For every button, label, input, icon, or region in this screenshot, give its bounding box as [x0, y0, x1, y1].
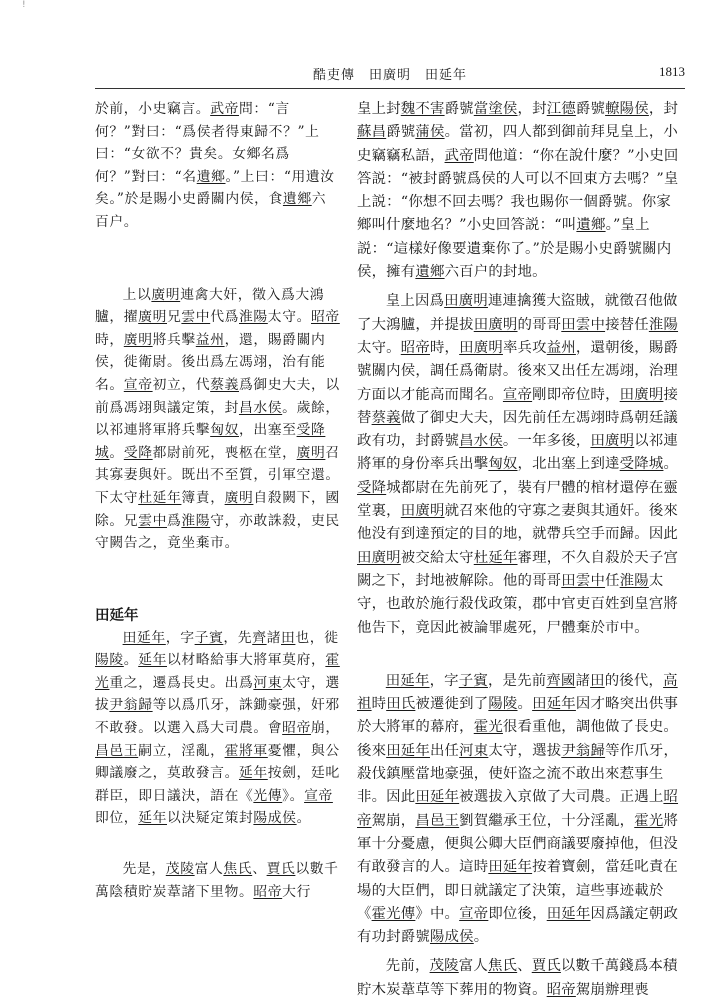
- translation-para-1: 皇上封魏不害爵號當塗侯，封江德爵號轑陽侯，封蘇昌爵號蒲侯。當初，四人都到御前拜見皇上，小史竊竊私語，武帝問他道：“你在說什麼？”小史回答説：“被封爵號爲侯的人可以不回東方去嗎？”皇上説：“你想不回去嗎？我也賜你一個爵號。你家鄉叫什麼地名？”小史回答説：“叫遺鄉。”皇上説：“這樣好像要遺棄你了。”於是賜小史爵號關内侯，擁有遺鄉六百户的封地。: [357, 101, 679, 281]
- proper-noun: 茂陵: [165, 861, 195, 878]
- proper-noun: 陽成侯: [253, 810, 297, 827]
- translation-para-4: 先前，茂陵富人焦氏、賈氏以數千萬錢爲本積貯木炭葦草等下葬用的物資。昭帝駕崩辦理喪: [357, 958, 678, 998]
- proper-noun: 霍光傳: [371, 905, 416, 922]
- proper-noun: 田氏: [386, 696, 416, 713]
- proper-noun: 受降城: [619, 456, 664, 473]
- proper-noun: 廣明: [151, 286, 181, 303]
- running-title: 酷吏傳 田廣明 田延年: [312, 68, 467, 83]
- proper-noun: 田延年: [386, 742, 430, 759]
- proper-noun: 遺鄉: [196, 168, 226, 185]
- proper-noun: 昌水侯: [238, 399, 283, 416]
- proper-noun: 田: [590, 672, 605, 689]
- proper-noun: 延年: [138, 652, 167, 669]
- proper-noun: 賈氏: [531, 958, 561, 975]
- proper-noun: 昌水侯: [459, 433, 503, 450]
- proper-noun: 廣明: [123, 331, 153, 348]
- proper-noun: 焦氏: [223, 861, 253, 878]
- proper-noun: 賈氏: [266, 861, 296, 878]
- proper-noun: 受降: [357, 479, 387, 496]
- proper-noun: 茂陵: [429, 958, 459, 975]
- proper-noun: 田廣明: [590, 433, 635, 450]
- proper-noun: 杜延年: [138, 489, 182, 506]
- translation-para-2: 皇上因爲田廣明連連擒獲大盜賊，就徵召他做了大鴻臚，并提拔田廣明的哥哥田雲中接替任淮陽太守。昭帝時，田廣明率兵攻益州，還朝後，賜爵號關内侯，調任爲衛尉。後來又出任左馮翊，治理方面以才能高而聞名。宣帝剛即帝位時，田廣明接替蔡義做了御史大夫，因先前任左馮翊時爲朝廷議政有功，封爵號昌水侯。一年多後，田廣明以祁連將軍的身份率兵出擊匈奴，北出塞上到達受降城。受降城都尉在先前死了，裝有尸體的棺材還停在靈堂裏，田廣明就召來他的守寡之妻與其通奸。後來他没有到達預定的目的地，就帶兵空手而歸。因此田廣明被交給太守杜延年審理，不久自殺於天子宫闕之下，封地被解除。他的哥哥田雲中任淮陽太守，也敢於施行殺伐政策，郡中官吏百姓到皇宫將他告下，竟因此被論罪處死，尸體棄於市中。: [357, 293, 679, 636]
- proper-noun: 田延年: [122, 629, 166, 646]
- proper-noun: 田廣明: [444, 293, 488, 310]
- proper-noun: 蘇昌: [357, 124, 387, 141]
- proper-noun: 陽陵: [488, 696, 518, 713]
- proper-noun: 宣帝: [304, 787, 333, 804]
- proper-noun: 匈奴: [488, 456, 518, 473]
- proper-noun: 宣帝: [459, 905, 489, 922]
- proper-noun: 霍將軍: [224, 742, 268, 759]
- proper-noun: 昌邑王: [95, 742, 139, 759]
- proper-noun: 霍光: [95, 652, 340, 691]
- proper-noun: 田雲中: [561, 316, 606, 333]
- proper-noun: 廣明: [224, 489, 254, 506]
- section-heading: 田延年: [95, 606, 139, 624]
- classical-text-column: [95, 98, 340, 903]
- proper-noun: 江德: [546, 101, 576, 117]
- proper-noun: 霍光: [634, 812, 664, 829]
- proper-noun: 昌邑王: [415, 812, 460, 829]
- proper-noun: 淮陽: [619, 572, 649, 589]
- proper-noun: 益州: [195, 331, 225, 348]
- proper-noun: 子賓: [458, 672, 488, 689]
- proper-noun: 淮陽: [239, 309, 268, 326]
- proper-noun: 受降城: [95, 422, 326, 461]
- proper-noun: 宣帝: [502, 386, 533, 403]
- proper-noun: 田廣明: [473, 316, 518, 333]
- proper-noun: 蔡義: [210, 376, 239, 393]
- classical-para-4: 先是，茂陵富人焦氏、賈氏以數千萬陰積貯炭葦諸下里物。昭帝大行: [95, 861, 339, 900]
- proper-noun: 田廣明: [357, 549, 401, 566]
- translation-column: [357, 98, 685, 1002]
- proper-noun: 益州: [546, 339, 576, 356]
- proper-noun: 遺鄉: [282, 191, 312, 208]
- proper-noun: 轑陽侯: [605, 101, 649, 117]
- proper-noun: 廣明: [296, 444, 326, 461]
- proper-noun: 尹翁歸: [561, 742, 606, 759]
- proper-noun: 河東: [459, 742, 489, 759]
- proper-noun: 宣帝: [123, 376, 153, 393]
- proper-noun: 田雲中: [561, 572, 606, 589]
- classical-para-1: 於前，小史竊言。武帝問：“言何？”對曰：“爲侯者得東歸不？”上曰：“女欲不？貴矣。女鄉名爲何？”對曰：“名遺鄉。”上曰：“用遺汝矣。”於是賜小史爵關内侯，食遺鄉六百户。: [95, 101, 335, 230]
- proper-noun: 延年: [238, 765, 268, 782]
- proper-noun: 尹翁歸: [109, 697, 153, 714]
- proper-noun: 昭帝: [357, 789, 679, 829]
- proper-noun: 當塗侯: [473, 101, 518, 117]
- proper-noun: 遺鄉: [576, 217, 606, 234]
- proper-noun: 田廣明: [400, 503, 445, 520]
- proper-noun: 昭帝: [400, 339, 430, 356]
- proper-noun: 昭帝: [282, 720, 311, 737]
- proper-noun: 焦氏: [487, 958, 518, 975]
- running-header: [95, 62, 685, 86]
- proper-noun: 田: [281, 629, 296, 646]
- proper-noun: 陽陵: [95, 652, 124, 669]
- proper-noun: 田延年: [546, 905, 591, 922]
- proper-noun: 雲中: [181, 309, 211, 326]
- proper-noun: 光傳: [253, 787, 283, 804]
- proper-noun: 霍光: [473, 719, 503, 736]
- proper-noun: 田延年: [532, 696, 576, 713]
- proper-noun: 昭帝: [546, 981, 576, 998]
- translation-para-3: 田延年，字子賓，是先前齊國諸田的後代，高祖時田氏被遷徙到了陽陵。田延年因才略突出供事於大將軍的幕府，霍光很看重他，調他做了長史。後來田延年出任河東太守，選拔尹翁歸等作爪牙，殺伐鎮壓當地豪强，使奸盗之流不敢出來惹事生非。因此田延年被選拔入京做了大司農。正遇上昭帝駕崩，昌邑王劉賀繼承王位，十分淫亂，霍光將軍十分憂慮，便與公卿大臣們商議要廢掉他，但没有敢發言的人。這時田延年按着寶劍，當廷叱責在場的大臣們，即日就議定了決策，這些事迹載於《霍光傳》中。宣帝即位後，田延年因爲議定朝政有功封爵號陽成侯。: [357, 672, 679, 946]
- proper-noun: 田廣明: [619, 386, 664, 403]
- proper-noun: 子賓: [194, 629, 224, 646]
- proper-noun: 高祖: [357, 672, 678, 713]
- page-number: 1813: [659, 64, 685, 79]
- proper-noun: 蒲侯: [415, 124, 445, 141]
- proper-noun: 武帝: [444, 147, 474, 164]
- proper-noun: 齊: [252, 629, 267, 646]
- proper-noun: 田延年: [488, 859, 533, 876]
- header-rule: [95, 88, 685, 89]
- proper-noun: 田延年: [385, 672, 430, 689]
- proper-noun: 昭帝: [311, 309, 340, 326]
- proper-noun: 田廣明: [459, 339, 503, 356]
- proper-noun: 延年: [138, 810, 167, 827]
- classical-para-2: 上以廣明連禽大奸，徵入爲大鴻臚，擢廣明兄雲中代爲淮陽太守。昭帝時，廣明將兵擊益州，還，賜爵關内侯，徙衛尉。後出爲左馮翊，治有能名。宣帝初立，代蔡義爲御史大夫，以前爲馮翊與議定策，封昌水侯。歲餘，以祁連將軍將兵擊匈奴，出塞至受降城。受降都尉前死，喪柩在堂，廣明召其寡妻與奸。既出不至質，引軍空還。下太守杜延年簿責，廣明自殺闕下，國除。兄雲中爲淮陽守，亦敢誅殺，吏民守闕告之，竟坐棄市。: [95, 286, 340, 552]
- proper-noun: 淮陽: [181, 512, 211, 529]
- proper-noun: 遺鄉: [415, 264, 445, 281]
- classical-para-3: 田延年，字子賓，先齊諸田也，徙陽陵。延年以材略給事大將軍莫府，霍光重之，遷爲長史。出爲河東太守，選拔尹翁歸等以爲爪牙，誅鋤豪强，奸邪不敢發。以選入爲大司農。會昭帝崩，昌邑王嗣立，淫亂，霍將軍憂懼，與公卿議廢之，莫敢發言。延年按劍，廷叱群臣，即日議決，語在《光傳》。宣帝即位，延年以決疑定策封陽成侯。: [95, 629, 340, 827]
- proper-noun: 淮陽: [648, 316, 679, 333]
- proper-noun: 齊國: [546, 672, 576, 689]
- margin-mark: !: [22, 0, 26, 10]
- proper-noun: 河東: [253, 674, 283, 691]
- proper-noun: 武帝: [210, 101, 239, 117]
- proper-noun: 雲中: [138, 512, 167, 529]
- proper-noun: 蔡義: [371, 409, 401, 426]
- proper-noun: 田延年: [415, 789, 460, 806]
- proper-noun: 匈奴: [210, 422, 239, 439]
- proper-noun: 受降: [123, 444, 153, 461]
- proper-noun: 昭帝: [253, 883, 283, 900]
- proper-noun: 廣明: [138, 309, 167, 326]
- proper-noun: 杜延年: [473, 549, 518, 566]
- proper-noun: 魏不害: [400, 101, 445, 117]
- proper-noun: 陽成侯: [429, 929, 474, 946]
